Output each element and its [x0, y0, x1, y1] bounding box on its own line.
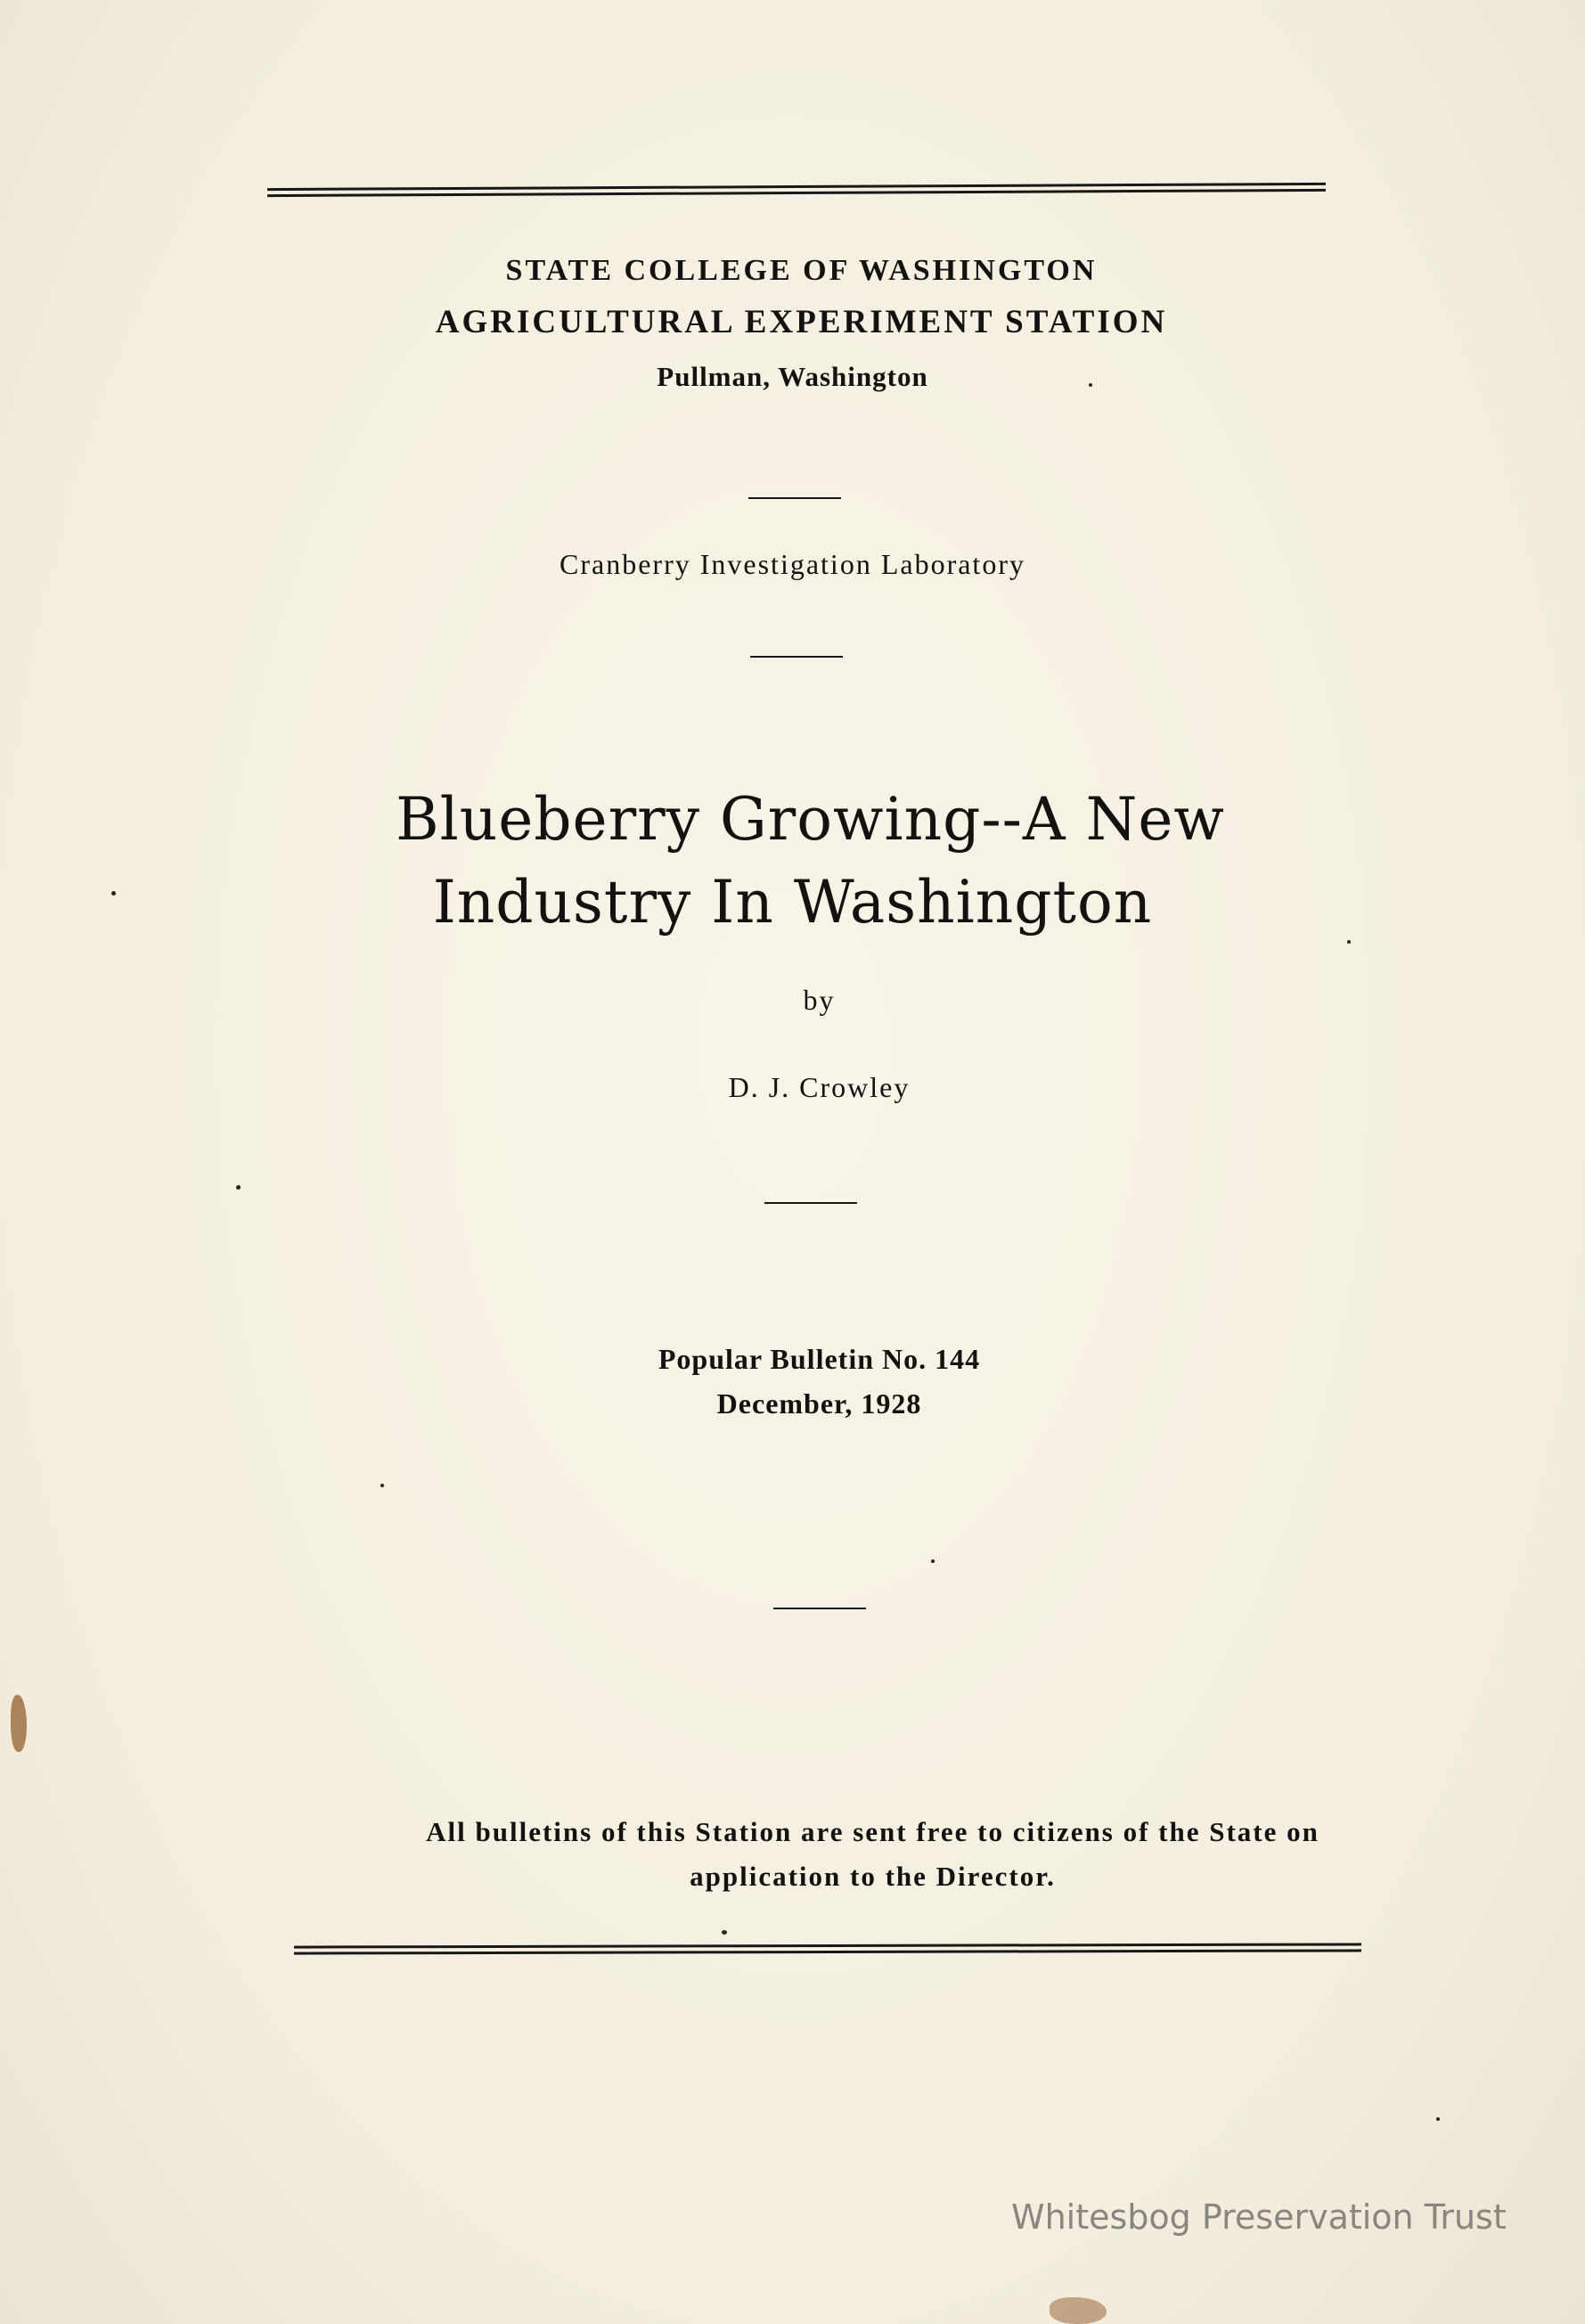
paper-speck	[1089, 383, 1092, 387]
paper-speck	[380, 1484, 384, 1487]
paper-stain	[1050, 2297, 1107, 2324]
paper-speck	[931, 1559, 935, 1563]
paper-speck	[1347, 940, 1351, 944]
divider-1	[748, 497, 841, 499]
header-college: STATE COLLEGE OF WASHINGTON	[505, 254, 1098, 287]
paper-speck	[722, 1930, 727, 1935]
bottom-double-rule	[294, 1943, 1361, 1954]
divider-3	[764, 1202, 857, 1204]
laboratory-name: Cranberry Investigation Laboratory	[560, 548, 1025, 580]
paper-speck	[236, 1185, 241, 1190]
bulletin-title-line-1: Blueberry Growing--A New	[396, 785, 1225, 854]
author-name: D. J. Crowley	[728, 1071, 911, 1103]
distribution-notice-line-2: application to the Director.	[690, 1861, 1056, 1892]
by-line: by	[803, 984, 836, 1016]
header-location: Pullman, Washington	[657, 361, 928, 392]
header-station: AGRICULTURAL EXPERIMENT STATION	[435, 304, 1168, 340]
paper-speck	[1436, 2117, 1440, 2121]
divider-4	[773, 1608, 866, 1609]
bulletin-title-line-2: Industry In Washington	[432, 868, 1153, 937]
distribution-notice-line-1: All bulletins of this Station are sent free to citizens of the State on	[426, 1816, 1319, 1847]
bulletin-date: December, 1928	[716, 1387, 922, 1420]
bulletin-number: Popular Bulletin No. 144	[658, 1343, 981, 1375]
top-double-rule	[267, 183, 1326, 197]
watermark-text: Whitesbog Preservation Trust	[1011, 2197, 1507, 2237]
divider-2	[750, 656, 843, 658]
paper-stain	[11, 1695, 27, 1752]
paper-speck	[111, 891, 116, 896]
